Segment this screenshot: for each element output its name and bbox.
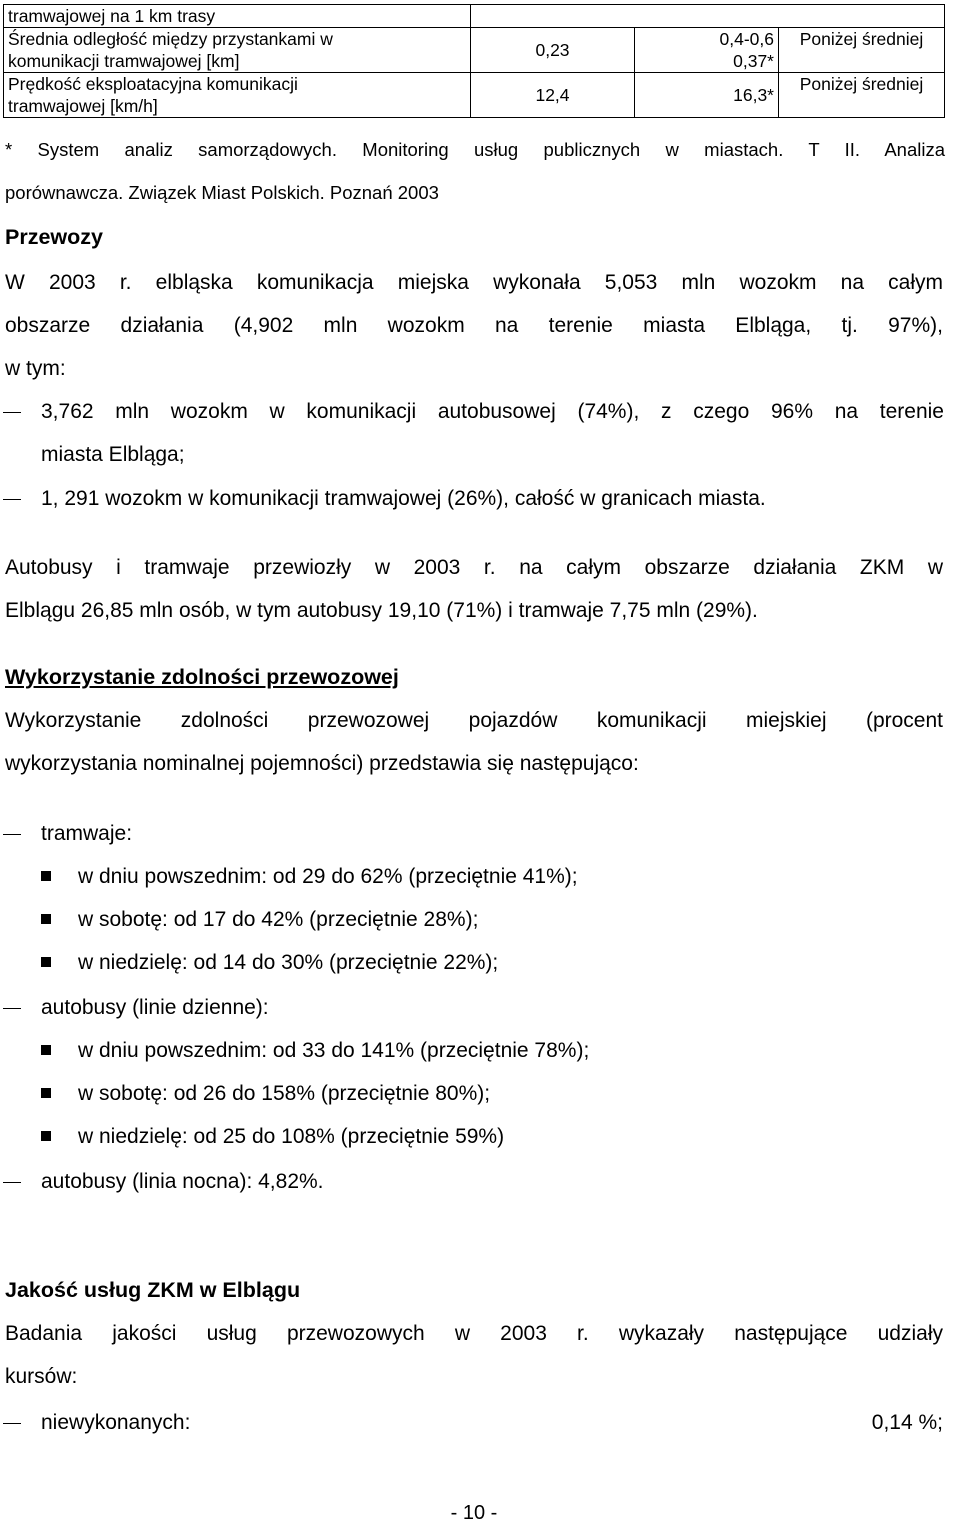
table-cell-value xyxy=(635,28,779,73)
paragraph-line: kursów: xyxy=(5,1365,78,1388)
table-cell-note: Poniżej średniej xyxy=(779,73,945,118)
section-heading-quality: Jakość usług ZKM w Elblągu xyxy=(5,1278,301,1302)
statistics-table xyxy=(3,4,945,118)
paragraph-line: W 2003 r. elbląska komunikacja miejska wykonała 5,053 mln wozokm na całym xyxy=(5,271,943,294)
table-cell-label xyxy=(4,73,471,118)
square-bullet-icon xyxy=(41,914,51,924)
paragraph-line: Elblągu 26,85 mln osób, w tym autobusy 19,10 (71%) i tramwaje 7,75 mln (29%). xyxy=(5,599,758,622)
footnote-line: * System analiz samorządowych. Monitoring usług publicznych w miastach. T II. Analiza xyxy=(5,139,945,160)
value-line: 0,4-0,6 xyxy=(719,29,774,49)
sub-list-item: w niedzielę: od 14 do 30% (przeciętnie 22%); xyxy=(78,951,499,974)
sub-list-item: w sobotę: od 26 do 158% (przeciętnie 80%); xyxy=(78,1082,491,1105)
label-line: Średnia odległość między przystankami w xyxy=(8,29,333,49)
paragraph-line: w tym: xyxy=(5,357,66,380)
square-bullet-icon xyxy=(41,871,51,881)
dash-bullet-icon xyxy=(3,499,21,500)
square-bullet-icon xyxy=(41,957,51,967)
sub-list-item: w sobotę: od 17 do 42% (przeciętnie 28%); xyxy=(78,908,479,931)
label-line: komunikacji tramwajowej [km] xyxy=(8,51,240,71)
square-bullet-icon xyxy=(41,1088,51,1098)
list-item: tramwaje: xyxy=(41,822,133,845)
table-row xyxy=(4,73,945,118)
table-cell-value: 0,23 xyxy=(471,28,635,73)
label-line: Prędkość eksploatacyjna komunikacji xyxy=(8,74,298,94)
square-bullet-icon xyxy=(41,1045,51,1055)
page-number: - 10 - xyxy=(450,1502,498,1524)
dash-bullet-icon xyxy=(3,1423,21,1424)
list-item: autobusy (linie dzienne): xyxy=(41,996,269,1019)
table-cell-label: tramwajowej na 1 km trasy xyxy=(4,5,471,28)
list-item-line: miasta Elbląga; xyxy=(41,443,185,466)
list-item-value: 0,14 %; xyxy=(871,1411,943,1434)
table-cell-label xyxy=(4,28,471,73)
dash-bullet-icon xyxy=(3,1182,21,1183)
label-line: tramwajowej [km/h] xyxy=(8,96,158,116)
paragraph-line: obszarze działania (4,902 mln wozokm na terenie miasta Elbląga, tj. 97%), xyxy=(5,314,943,337)
list-item: autobusy (linia nocna): 4,82%. xyxy=(41,1170,324,1193)
dash-bullet-icon xyxy=(3,834,21,835)
table-cell-value: 16,3* xyxy=(635,73,779,118)
sub-list-item: w niedzielę: od 25 do 108% (przeciętnie 59%) xyxy=(78,1125,505,1148)
table-cell-note: Poniżej średniej xyxy=(779,28,945,73)
paragraph xyxy=(5,261,943,390)
dash-bullet-icon xyxy=(3,1008,21,1009)
list-item xyxy=(41,390,944,476)
list-item-line: 3,762 mln wozokm w komunikacji autobusowej (74%), z czego 96% na terenie xyxy=(41,400,944,423)
paragraph-line: wykorzystania nominalnej pojemności) przedstawia się następująco: xyxy=(5,752,639,775)
paragraph xyxy=(5,1312,943,1398)
section-heading-przewozy: Przewozy xyxy=(5,225,103,249)
paragraph xyxy=(5,699,943,785)
table-row xyxy=(4,28,945,73)
paragraph-line: Badania jakości usług przewozowych w 2003 r. wykazały następujące udziały xyxy=(5,1322,943,1345)
dash-bullet-icon xyxy=(3,412,21,413)
list-item: 1, 291 wozokm w komunikacji tramwajowej (26%), całość w granicach miasta. xyxy=(41,487,766,510)
sub-list-item: w dniu powszednim: od 29 do 62% (przeciętnie 41%); xyxy=(78,865,578,888)
square-bullet-icon xyxy=(41,1131,51,1141)
table-footnote xyxy=(5,128,945,214)
table-row xyxy=(4,5,945,28)
paragraph xyxy=(5,546,943,632)
sub-list-item: w dniu powszednim: od 33 do 141% (przeciętnie 78%); xyxy=(78,1039,590,1062)
value-line: 0,37* xyxy=(733,51,774,71)
paragraph-line: Autobusy i tramwaje przewiozły w 2003 r. na całym obszarze działania ZKM w xyxy=(5,556,943,579)
table-cell-value: 12,4 xyxy=(471,73,635,118)
footnote-line: porównawcza. Związek Miast Polskich. Poznań 2003 xyxy=(5,182,439,203)
list-item-label: niewykonanych: xyxy=(41,1411,191,1434)
paragraph-line: Wykorzystanie zdolności przewozowej pojazdów komunikacji miejskiej (procent xyxy=(5,709,943,732)
table-cell-empty xyxy=(471,5,945,28)
section-heading-capacity: Wykorzystanie zdolności przewozowej xyxy=(5,665,399,689)
